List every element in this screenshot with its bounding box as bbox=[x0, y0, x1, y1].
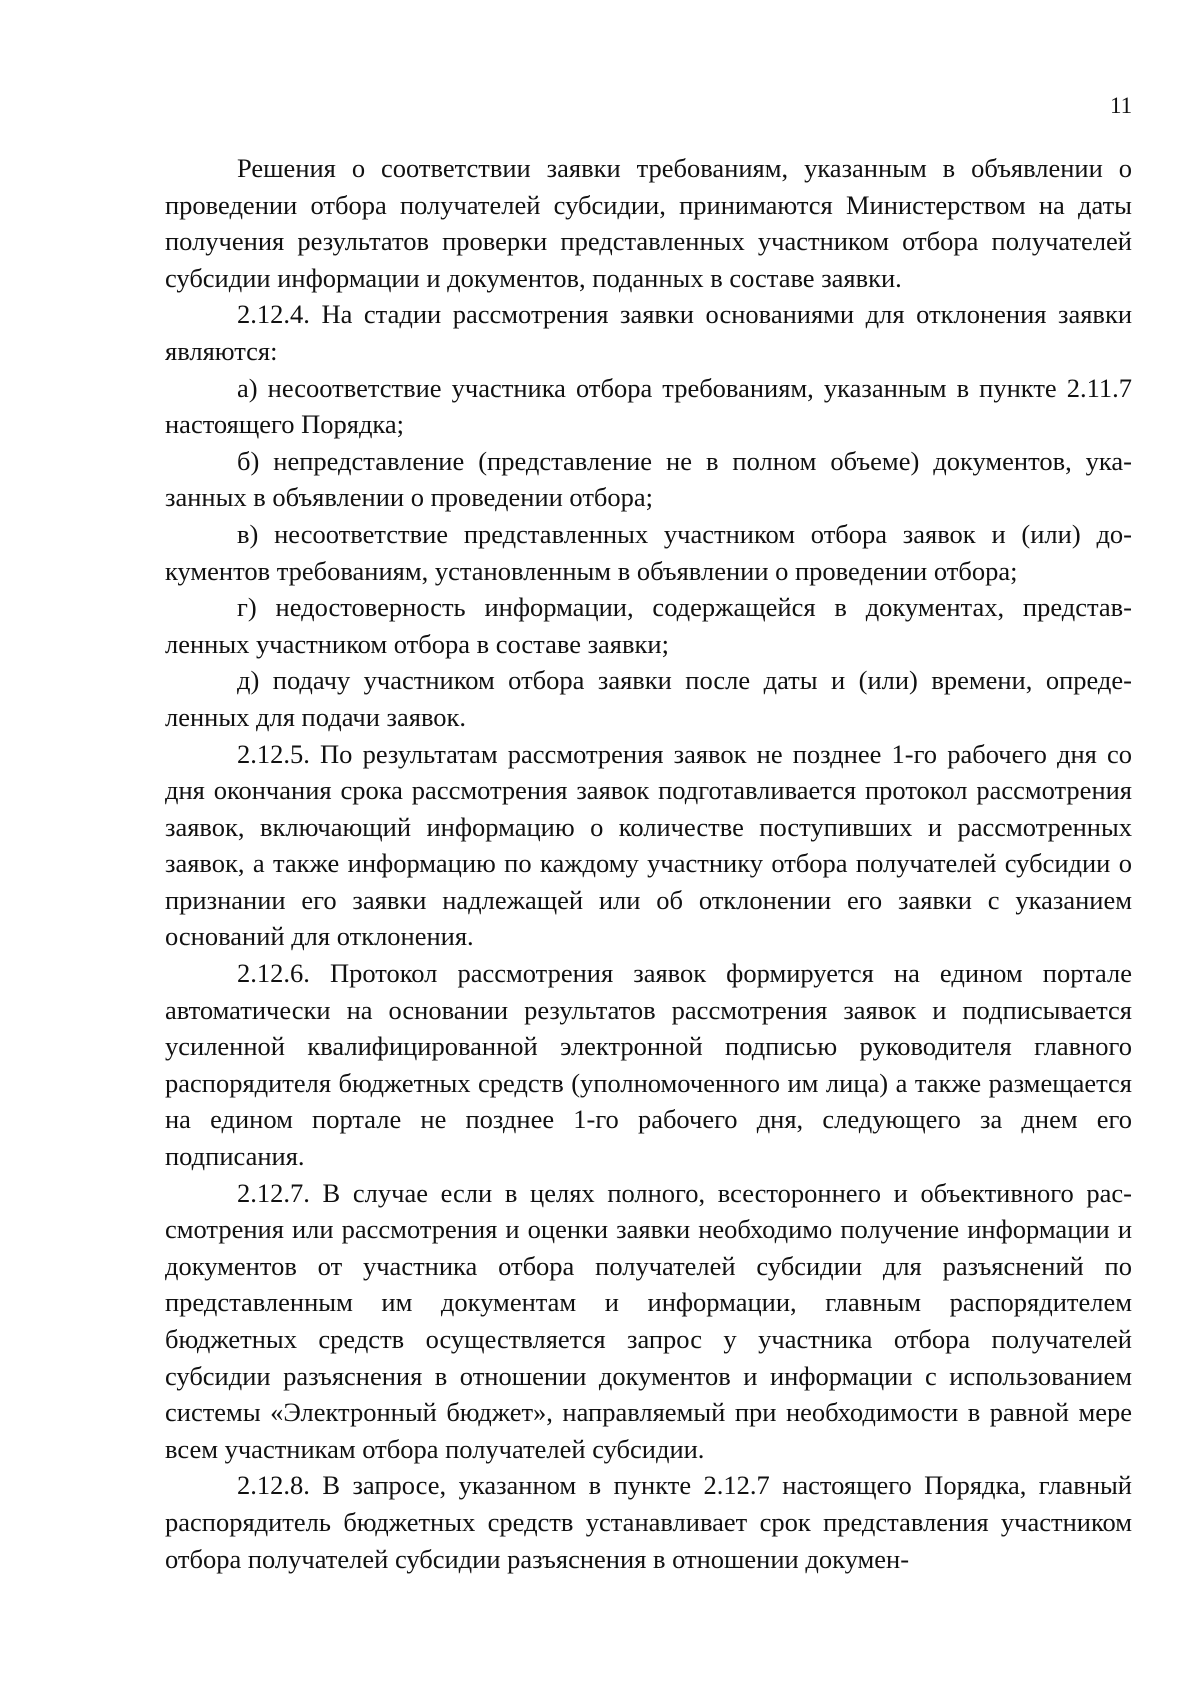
list-item-b: б) непредставление (представление не в полном объеме) документов, указанных в объявлении о проведении отбора; bbox=[165, 445, 1132, 513]
page-number: 11 bbox=[1110, 93, 1133, 118]
paragraph-2-12-4: 2.12.4. На стадии рассмотрения заявки основаниями для отклонения заявки являются: bbox=[165, 299, 1132, 366]
paragraph-decision: Решения о соответствии заявки требованиям, указанным в объявлении о проведении отбора получателей субсидии, принимаются Министерством на даты получения результатов проверки представленных участником отбора получателей субсидии информации и документов, поданных в составе заявки. bbox=[165, 153, 1132, 293]
paragraph-2-12-8: 2.12.8. В запросе, указанном в пункте 2.12.7 настоящего Порядка, главный распорядитель бюджетных средств устанавливает срок представления участником отбора получателей субсидии разъяснения в отношении докумен- bbox=[165, 1470, 1132, 1574]
paragraph-2-12-6: 2.12.6. Протокол рассмотрения заявок формируется на едином портале автоматически на основании результатов рассмотрения заявок и подписывается усиленной квалифицированной электронной подписью руководителя главного распорядителя бюджетных средств (уполномоченного им лица) а также размещается на едином портале не позднее 1-го рабочего дня, следующего за днем его подписания. bbox=[165, 958, 1132, 1172]
paragraph-2-12-7: 2.12.7. В случае если в целях полного, всестороннего и объективного рассмотрения или рассмотрения и оценки заявки необходимо получение информации и документов от участника отбора получателей субсидии для разъяснений по представленным им документам и информации, главным распорядителем бюджетных средств осуществляется запрос у участника отбора получателей субсидии разъяснения в отношении документов и информации с использованием системы «Электронный бюджет», направляемый при необходимости в равной мере всем участникам отбора получателей субсидии. bbox=[165, 1177, 1132, 1464]
paragraph-2-12-5: 2.12.5. По результатам рассмотрения заявок не позднее 1-го рабочего дня со дня окончания срока рассмотрения заявок подготавливается протокол рассмотрения заявок, включающий информацию о количестве поступивших и рассмотренных заявок, а также информацию по каждому участнику отбора получателей субсидии о признании его заявки надлежащей или об отклонении его заявки с указанием оснований для отклонения. bbox=[165, 738, 1132, 952]
list-item-g: г) недостоверность информации, содержащейся в документах, представленных участником отбора в составе заявки; bbox=[165, 592, 1132, 659]
list-item-v: в) несоответствие представленных участником отбора заявок и (или) документов требованиям, установленным в объявлении о проведении отбора; bbox=[165, 518, 1132, 586]
list-item-d: д) подачу участником отбора заявки после даты и (или) времени, определенных для подачи заявок. bbox=[165, 665, 1132, 732]
list-item-a: а) несоответствие участника отбора требованиям, указанным в пункте 2.11.7 настоящего Порядка; bbox=[165, 372, 1132, 440]
document-body bbox=[165, 150, 1132, 1577]
